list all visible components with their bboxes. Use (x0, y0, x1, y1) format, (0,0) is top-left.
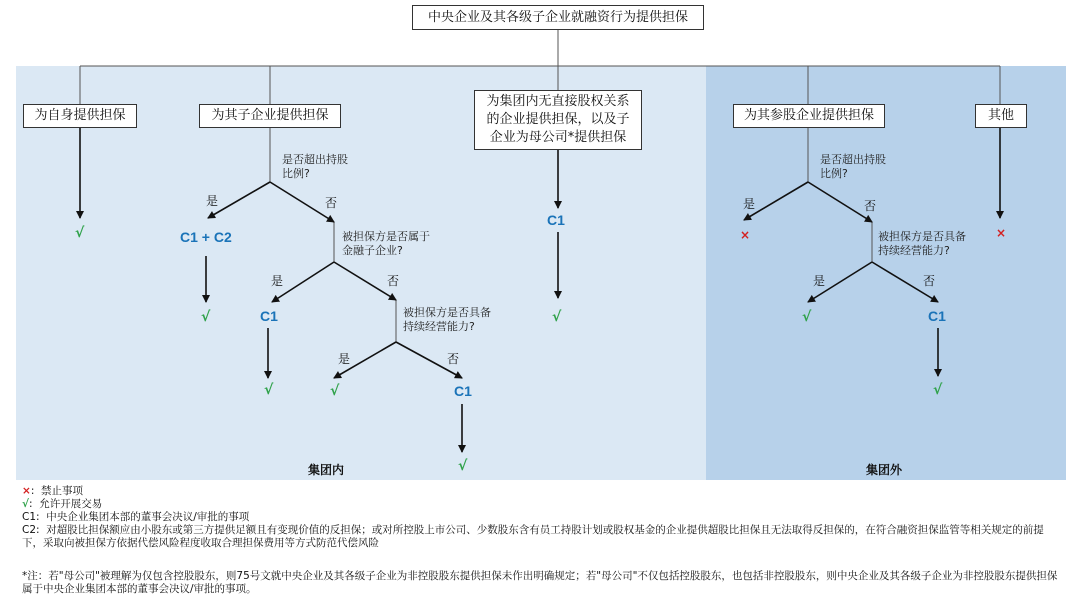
code-c1-c2: C1 + C2 (180, 229, 232, 245)
question-financial-sub: 被担保方是否属于 金融子企业? (342, 230, 430, 257)
code-c1: C1 (928, 308, 946, 324)
legend-forbidden (22, 485, 83, 498)
legend-text: 中央企业集团本部的董事会决议/审批的事项 (46, 511, 250, 523)
legend-sep: : (36, 524, 40, 536)
legend-key: C2 (22, 524, 37, 536)
branch-other-box: 其他 (975, 104, 1027, 128)
legend-text: 对超股比担保额应由小股东或第三方提供足额且有变现价值的反担保；或对所控股上市公司、少数股东含有员工持股计划或股权基金的企业提供超股比担保且无法取得反担保的，在符合融资担保监管等相关规定的前提下，采取向被担保方依据代偿风险程度收取合理担保费用等方式防范代偿风险 (22, 524, 1044, 549)
forbidden-cross-icon: × (740, 228, 751, 242)
legend-sep: : (29, 498, 33, 510)
legend-key: × (22, 485, 31, 497)
label-yes: 是 (743, 197, 756, 211)
label-no: 否 (864, 199, 877, 213)
allowed-check-icon: √ (201, 309, 211, 325)
legend-sep: : (30, 485, 35, 497)
allowed-check-icon: √ (802, 309, 812, 325)
question-exceed-ratio-outer: 是否超出持股 比例? (820, 153, 886, 180)
legend-text: 禁止事项 (41, 485, 84, 497)
legend-c1 (22, 511, 249, 524)
label-yes: 是 (206, 194, 219, 208)
legend-c2 (22, 524, 1062, 550)
branch-self-box: 为自身提供担保 (23, 104, 137, 128)
allowed-check-icon: √ (75, 225, 85, 241)
label-yes: 是 (271, 274, 284, 288)
legend-text: 允许开展交易 (39, 498, 103, 510)
legend-key: √ (22, 498, 30, 510)
label-yes: 是 (813, 274, 826, 288)
allowed-check-icon: √ (552, 309, 562, 325)
root-title-box: 中央企业及其各级子企业就融资行为提供担保 (412, 5, 704, 30)
question-operating-ability-outer: 被担保方是否具备 持续经营能力? (878, 230, 966, 257)
label-no: 否 (923, 274, 936, 288)
question-operating-ability: 被担保方是否具备 持续经营能力? (403, 306, 491, 333)
forbidden-cross-icon: × (996, 226, 1007, 240)
region-outer-title: 集团外 (866, 463, 903, 477)
legend-sep: : (36, 511, 40, 523)
legend-key: C1 (22, 511, 37, 523)
allowed-check-icon: √ (933, 382, 943, 398)
branch-subsidiary-box: 为其子企业提供担保 (199, 104, 341, 128)
label-no: 否 (447, 352, 460, 366)
allowed-check-icon: √ (458, 458, 468, 474)
code-c1: C1 (260, 308, 278, 324)
footnote: *注：若"母公司"被理解为仅包含控股股东，则75号文就中央企业及其各级子企业为非控股股东提供担保未作出明确规定；若"母公司"不仅包括控股股东，也包括非控股股东，则中央企业及其各级子企业为非控股股东提供担保属于中央企业集团本部的董事会决议/审批的事项。 (22, 570, 1058, 595)
allowed-check-icon: √ (330, 383, 340, 399)
code-c1: C1 (454, 383, 472, 399)
region-inner-title: 集团内 (308, 463, 345, 477)
code-c1: C1 (547, 212, 565, 228)
label-no: 否 (387, 274, 400, 288)
label-no: 否 (325, 196, 338, 210)
label-yes: 是 (338, 352, 351, 366)
allowed-check-icon: √ (264, 382, 274, 398)
branch-participating-box: 为其参股企业提供担保 (733, 104, 885, 128)
branch-no-equity-box: 为集团内无直接股权关系 的企业提供担保，以及子 企业为母公司*提供担保 (474, 90, 642, 150)
question-exceed-ratio: 是否超出持股 比例? (282, 153, 348, 180)
legend-allowed (22, 498, 102, 511)
